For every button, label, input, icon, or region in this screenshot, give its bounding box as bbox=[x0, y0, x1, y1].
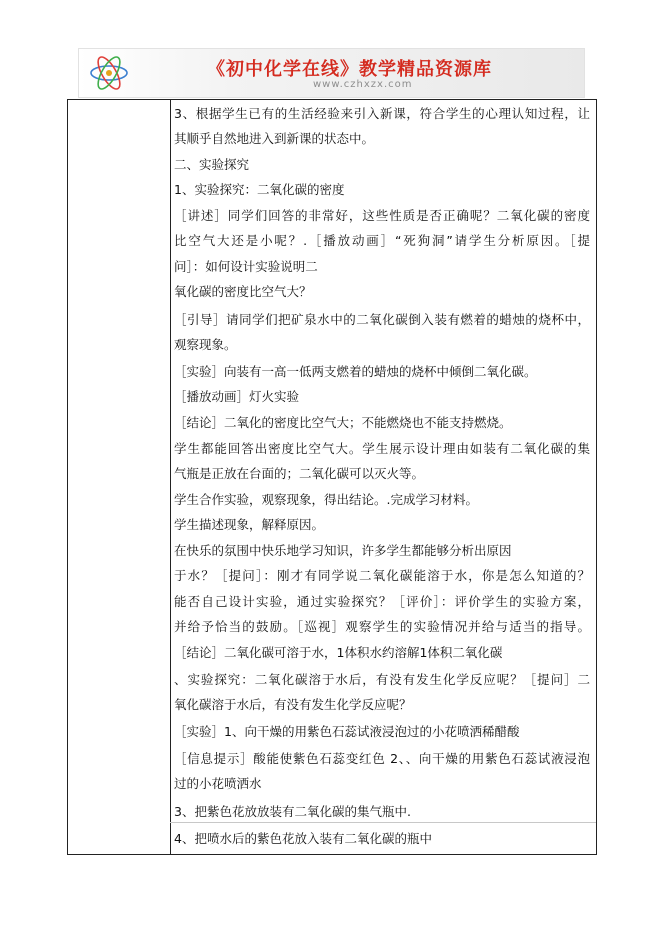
header-banner bbox=[78, 48, 585, 98]
text-line: 比空气大还是小呢？.［播放动画］“死狗洞”请学生分析原因。［提 bbox=[174, 233, 590, 248]
text-line: 4、把喷水后的紫色花放入装有二氧化碳的瓶中 bbox=[174, 831, 432, 846]
text-line: 学生合作实验，观察现象，得出结论。.完成学习材料。 bbox=[174, 492, 478, 507]
text-line: 观察现象。 bbox=[174, 337, 237, 352]
text-line: 在快乐的氛围中快乐地学习知识，许多学生都能够分析出原因 bbox=[174, 543, 512, 558]
text-line: ［信息提示］酸能使紫色石蕊变红色 2、、向干燥的用紫色石蕊试液浸泡 bbox=[174, 751, 590, 766]
text-line: 于水？［提问］：刚才有同学说二氧化碳能溶于水，你是怎么知道的？ bbox=[174, 568, 590, 583]
text-line: 其顺乎自然地进入到新课的状态中。 bbox=[174, 131, 375, 146]
text-line: ［结论］二氧化的密度比空气大；不能燃烧也不能支持燃烧。 bbox=[174, 415, 512, 430]
row-divider bbox=[170, 822, 596, 823]
text-line: 3、把紫色花放放装有二氧化碳的集气瓶中. bbox=[174, 804, 411, 819]
site-url: www.czhxzx.com bbox=[313, 79, 413, 90]
text-line: 、实验探究：二氧化碳溶于水后，有没有发生化学反应呢？［提问］二 bbox=[174, 672, 590, 687]
text-line: 问］：如何设计实验说明二 bbox=[174, 259, 318, 274]
lesson-table bbox=[67, 99, 597, 855]
text-line: 1、实验探究：二氧化碳的密度 bbox=[174, 182, 345, 197]
text-line: ［引导］请同学们把矿泉水中的二氧化碳倒入装有燃着的蜡烛的烧杯中， bbox=[174, 312, 590, 327]
text-line: 二、实验探究 bbox=[174, 157, 250, 172]
text-line: ［结论］二氧化碳可溶于水，1体积水约溶解1体积二氧化碳 bbox=[174, 645, 503, 660]
text-line: 学生描述现象，解释原因。 bbox=[174, 517, 325, 532]
text-line: 气瓶是正放在台面的；二氧化碳可以灭火等。 bbox=[174, 466, 425, 481]
site-title: 《初中化学在线》教学精品资源库 bbox=[207, 59, 492, 80]
text-line: 学生都能回答出密度比空气大。学生展示设计理由如装有二氧化碳的集 bbox=[174, 441, 590, 456]
text-line: 过的小花喷洒水 bbox=[174, 776, 262, 791]
text-line: ［播放动画］灯火实验 bbox=[174, 389, 300, 404]
column-divider bbox=[170, 100, 171, 854]
text-line: ［讲述］同学们回答的非常好，这些性质是否正确呢？二氧化碳的密度 bbox=[174, 208, 590, 223]
text-line: 氧化碳的密度比空气大？ bbox=[174, 284, 312, 299]
text-line: 能否自己设计实验，通过实验探究？［评价］：评价学生的实验方案， bbox=[174, 594, 590, 609]
atom-logo-icon bbox=[87, 53, 131, 93]
text-line: 3、根据学生已有的生活经验来引入新课，符合学生的心理认知过程，让 bbox=[174, 106, 590, 121]
text-line: ［实验］向装有一高一低两支燃着的蜡烛的烧杯中倾倒二氧化碳。 bbox=[174, 364, 537, 379]
text-line: 并给予恰当的鼓励。［巡视］观察学生的实验情况并给与适当的指导。 bbox=[174, 619, 590, 634]
text-line: ［实验］1、向干燥的用紫色石蕊试液浸泡过的小花喷洒稀醋酸 bbox=[174, 724, 520, 739]
text-line: 氧化碳溶于水后，有没有发生化学反应呢？ bbox=[174, 697, 412, 712]
